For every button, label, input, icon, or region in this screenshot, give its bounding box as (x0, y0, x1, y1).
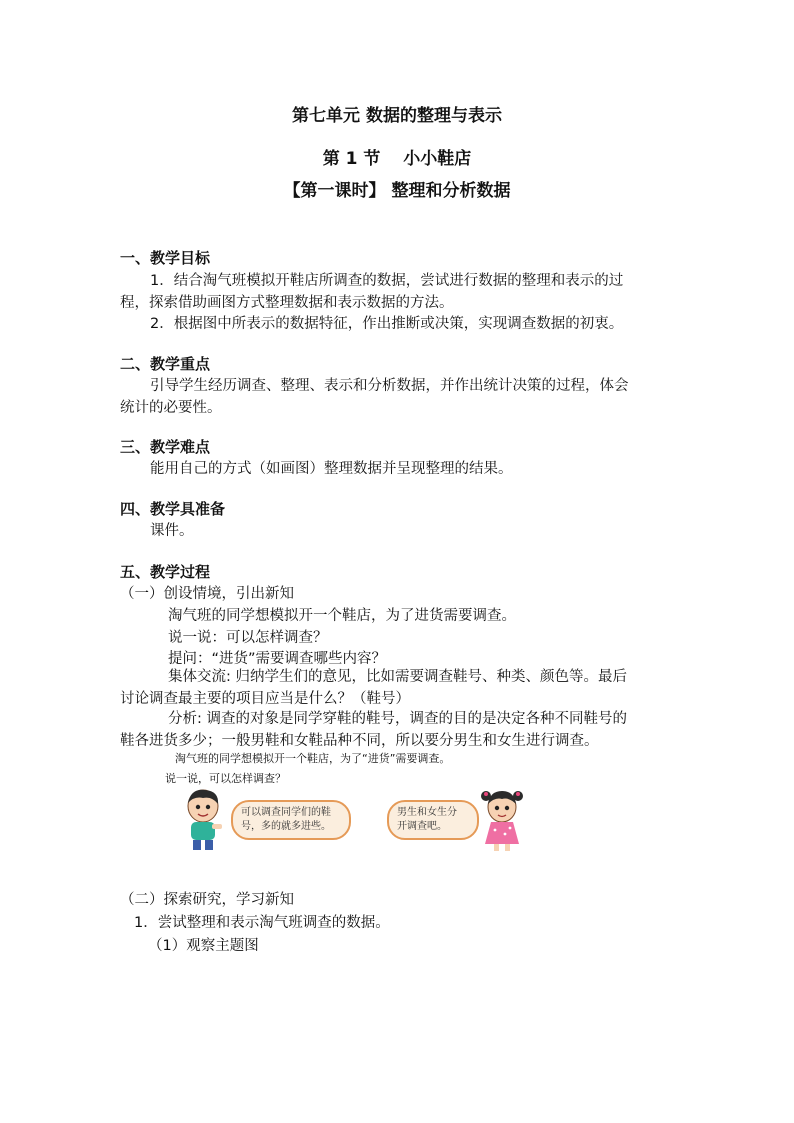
key-points-line-2: 统计的必要性。 (120, 400, 222, 416)
illustration-caption-1: 淘气班的同学想模拟开一个鞋店，为了“进货”需要调查。 (175, 752, 451, 765)
goals-line-1: 1．结合淘气班模拟开鞋店所调查的数据，尝试进行数据的整理和表示的过 (150, 273, 624, 289)
process-para-1: 淘气班的同学想模拟开一个鞋店，为了进货需要调查。 (168, 608, 516, 624)
difficulties-line-1: 能用自己的方式（如画图）整理数据并呈现整理的结果。 (150, 461, 513, 477)
girl-bubble-line-2: 开调查吧。 (397, 821, 447, 832)
boy-bubble-line-2: 号，多的就多进些。 (241, 821, 331, 832)
theme-illustration (165, 752, 535, 854)
section-title: 第 1 节 小小鞋店 (322, 149, 472, 169)
girl-bubble-line-1: 男生和女生分 (397, 807, 457, 818)
prep-line-1: 课件。 (150, 523, 194, 539)
process-para-5b: 鞋各进货多少；一般男鞋和女鞋品种不同，所以要分男生和女生进行调查。 (120, 733, 599, 749)
goals-line-2: 程，探索借助画图方式整理数据和表示数据的方法。 (120, 295, 454, 311)
goals-line-3: 2．根据图中所表示的数据特征，作出推断或决策，实现调查数据的初衷。 (150, 316, 624, 332)
goals-heading: 一、教学目标 (120, 249, 211, 267)
process-para-4b: 讨论调查最主要的项目应当是什么？（鞋号） (120, 691, 410, 707)
girl-speech-bubble (387, 800, 479, 840)
difficulties-heading: 三、教学难点 (120, 438, 211, 456)
prep-heading: 四、教学具准备 (120, 500, 226, 518)
boy-character-icon (179, 786, 227, 852)
process-item-1: 1．尝试整理和表示淘气班调查的数据。 (134, 915, 390, 931)
process-para-4a: 集体交流: 归纳学生们的意见，比如需要调查鞋号、种类、颜色等。最后 (168, 669, 627, 685)
key-points-heading: 二、教学重点 (120, 355, 211, 373)
illustration-caption-2: 说一说，可以怎样调查？ (165, 772, 286, 785)
process-para-2: 说一说：可以怎样调查？ (168, 630, 328, 646)
boy-bubble-line-1: 可以调查同学们的鞋 (241, 807, 331, 818)
process-sub-2: （二）探索研究，学习新知 (120, 892, 294, 908)
process-para-3: 提问：“进货”需要调查哪些内容？ (168, 651, 387, 667)
boy-speech-bubble (231, 800, 351, 840)
unit-title: 第七单元 数据的整理与表示 (292, 106, 502, 126)
process-sub-1: （一）创设情境，引出新知 (120, 586, 294, 602)
key-points-line-1: 引导学生经历调查、整理、表示和分析数据，并作出统计决策的过程，体会 (150, 378, 629, 394)
process-para-5a: 分析: 调查的对象是同学穿鞋的鞋号，调查的目的是决定各种不同鞋号的 (168, 711, 627, 727)
process-item-1-1: （1）观察主题图 (148, 938, 259, 954)
girl-character-icon (479, 786, 525, 852)
process-heading: 五、教学过程 (120, 563, 211, 581)
lesson-title: 【第一课时】 整理和分析数据 (283, 181, 511, 201)
